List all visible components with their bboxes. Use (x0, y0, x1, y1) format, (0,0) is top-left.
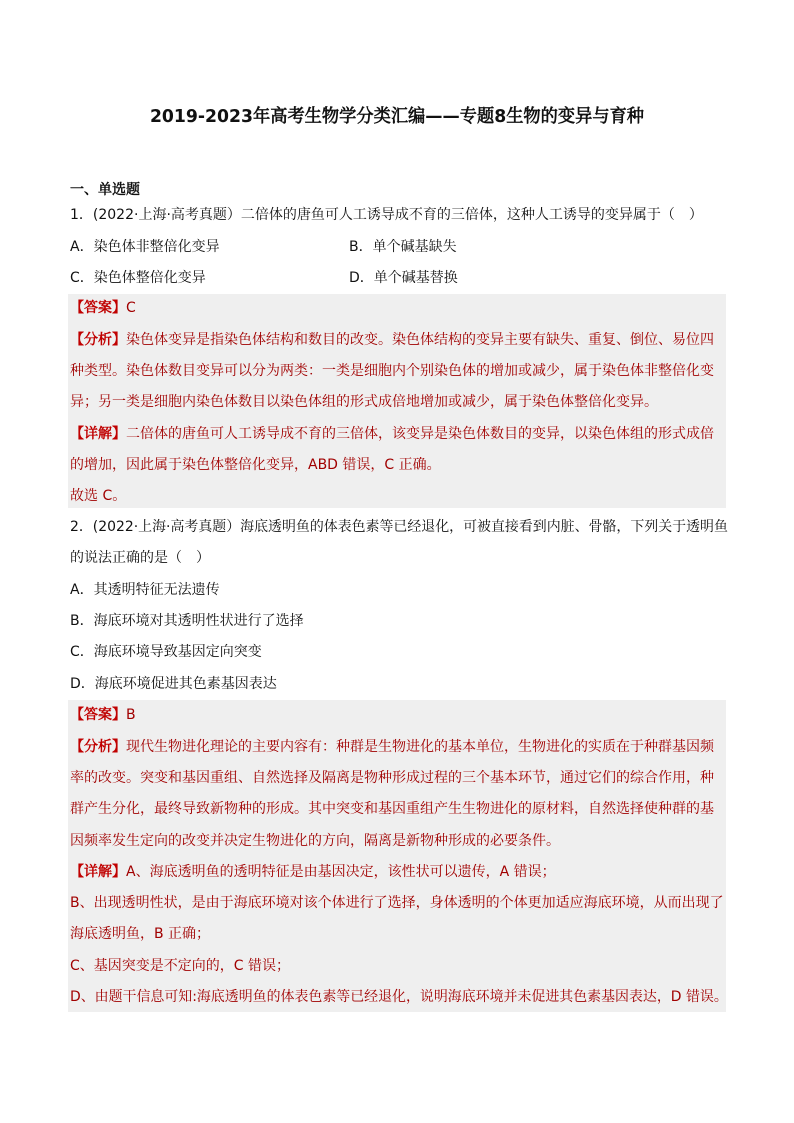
analysis-tag: 【分析】 (70, 739, 126, 755)
detail-text: 二倍体的唐鱼可人工诱导成不育的三倍体，该变异是染色体数目的变异，以染色体组的形式成倍 (126, 426, 714, 442)
page-title: 2019-2023年高考生物学分类汇编——专题8生物的变异与育种 (149, 106, 645, 127)
detail-tag: 【详解】 (70, 426, 126, 442)
detail-text: A、海底透明鱼的透明特征是由基因决定，该性状可以遗传，A 错误； (126, 864, 556, 880)
answer-tag: 【答案】 (70, 300, 126, 316)
question-2-detail-line-2: B、出现透明性状，是由于海底环境对该个体进行了选择，身体透明的个体更加适应海底环境，从而出现了 (70, 895, 724, 911)
question-1-detail-line-1 (70, 424, 714, 444)
question-2-detail-line-3: 海底透明鱼，B 正确； (70, 926, 211, 942)
question-1-analysis-line-3: 异；另一类是细胞内染色体数目以染色体组的形式成倍地增加或减少，属于染色体整倍化变异。 (70, 394, 658, 410)
answer-value: B (126, 707, 136, 723)
question-2-analysis-line-2: 率的改变。突变和基因重组、自然选择及隔离是物种形成过程的三个基本环节，通过它们的综合作用，种 (70, 770, 714, 786)
question-1-option-c: C．染色体整倍化变异 (70, 270, 206, 286)
section-heading: 一、单选题 (70, 182, 140, 198)
question-2-option-c: C．海底环境导致基因定向突变 (70, 644, 262, 660)
question-2-stem-line-2: 的说法正确的是（ ） (70, 550, 210, 566)
question-1-option-d: D．单个碱基替换 (349, 270, 458, 286)
question-2-option-d: D．海底环境促进其色素基因表达 (70, 676, 277, 692)
analysis-text: 现代生物进化理论的主要内容有：种群是生物进化的基本单位，生物进化的实质在于种群基因频 (126, 739, 714, 755)
question-1-answer (70, 298, 136, 318)
question-1-conclusion: 故选 C。 (70, 488, 127, 504)
question-2-detail-line-5: D、由题干信息可知:海底透明鱼的体表色素等已经退化，说明海底环境并未促进其色素基因表达，D 错误。 (70, 989, 728, 1005)
question-1-analysis-line-1 (70, 330, 714, 350)
answer-value: C (126, 300, 136, 316)
question-2-analysis-line-4: 因频率发生定向的改变并决定生物进化的方向，隔离是新物种形成的必要条件。 (70, 833, 560, 849)
question-2-answer (70, 705, 136, 725)
question-2-detail-line-1 (70, 862, 556, 882)
analysis-tag: 【分析】 (70, 332, 126, 348)
detail-tag: 【详解】 (70, 864, 126, 880)
question-1-stem: 1．(2022·上海·高考真题）二倍体的唐鱼可人工诱导成不育的三倍体，这种人工诱导的变异属于（ ） (70, 207, 703, 223)
question-2-analysis-line-1 (70, 737, 714, 757)
question-1-analysis-line-2: 种类型。染色体数目变异可以分为两类：一类是细胞内个别染色体的增加或减少，属于染色体非整倍化变 (70, 363, 714, 379)
question-2-option-b: B．海底环境对其透明性状进行了选择 (70, 613, 304, 629)
question-2-option-a: A．其透明特征无法遗传 (70, 582, 220, 598)
question-1-option-b: B．单个碱基缺失 (349, 239, 457, 255)
question-2-detail-line-4: C、基因突变是不定向的，C 错误； (70, 958, 291, 974)
analysis-text: 染色体变异是指染色体结构和数目的改变。染色体结构的变异主要有缺失、重复、倒位、易位四 (126, 332, 714, 348)
question-2-stem-line-1: 2．(2022·上海·高考真题）海底透明鱼的体表色素等已经退化，可被直接看到内脏、骨骼，下列关于透明鱼 (70, 519, 728, 535)
answer-tag: 【答案】 (70, 707, 126, 723)
question-1-detail-line-2: 的增加，因此属于染色体整倍化变异，ABD 错误，C 正确。 (70, 457, 441, 473)
question-1-option-a: A．染色体非整倍化变异 (70, 239, 220, 255)
question-2-analysis-line-3: 群产生分化，最终导致新物种的形成。其中突变和基因重组产生生物进化的原材料，自然选择使种群的基 (70, 801, 714, 817)
